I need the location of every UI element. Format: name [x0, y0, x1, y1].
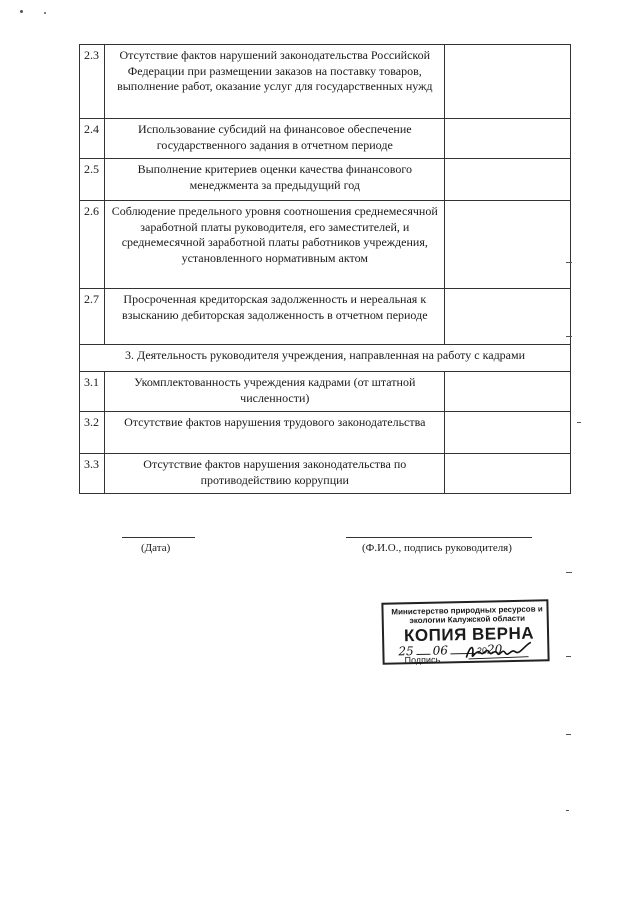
signature-line [346, 537, 532, 538]
row-number: 3.1 [80, 372, 105, 412]
score-cell [445, 159, 571, 201]
table-row [80, 412, 571, 454]
row-number: 3.3 [80, 454, 105, 494]
row-number: 2.4 [80, 119, 105, 159]
criterion-text: Отсутствие фактов нарушения трудового законодательства [105, 412, 445, 454]
certified-copy-stamp [381, 599, 549, 664]
score-cell [445, 119, 571, 159]
score-cell [445, 372, 571, 412]
score-cell [445, 454, 571, 494]
criterion-text: Использование субсидий на финансовое обеспечение государственного задания в отчетном периоде [105, 119, 445, 159]
table-row [80, 372, 571, 412]
score-cell [445, 289, 571, 345]
scan-speck [566, 810, 569, 811]
score-cell [445, 412, 571, 454]
criteria-table [79, 44, 571, 494]
score-cell [445, 201, 571, 289]
table-row [80, 454, 571, 494]
criterion-text: Выполнение критериев оценки качества финансового менеджмента за предыдущий год [105, 159, 445, 201]
scan-speck [566, 734, 571, 735]
row-number: 2.3 [80, 45, 105, 119]
table-row [80, 159, 571, 201]
scan-speck [566, 262, 572, 263]
stamp-year-suffix: 20 [486, 642, 503, 657]
table-row [80, 289, 571, 345]
scan-speck [566, 572, 572, 573]
stamp-signature-label: Подпись [404, 654, 441, 666]
stamp-month: 06 [432, 643, 449, 658]
stamp-day: 25 [398, 644, 414, 659]
stamp-title: КОПИЯ ВЕРНА [403, 623, 535, 646]
row-number: 2.7 [80, 289, 105, 345]
stamp-year-prefix: 20 [476, 645, 488, 656]
row-number: 2.5 [80, 159, 105, 201]
table-row [80, 201, 571, 289]
scan-speck [566, 656, 571, 657]
scan-speck [20, 10, 23, 13]
criterion-text: Укомплектованность учреждения кадрами (от штатной численности) [105, 372, 445, 412]
criterion-text: Отсутствие фактов нарушения законодательства по противодействию коррупции [105, 454, 445, 494]
row-number: 3.2 [80, 412, 105, 454]
table-row [80, 119, 571, 159]
scan-speck [566, 336, 572, 337]
scan-speck [44, 12, 46, 14]
scan-speck [577, 422, 581, 423]
criterion-text: Отсутствие фактов нарушений законодательства Российской Федерации при размещении заказов на поставку товаров, выполнение работ, оказание услуг для государственных нужд [105, 45, 445, 119]
criterion-text: Просроченная кредиторская задолженность и нереальная к взысканию дебиторская задолженность в отчетном периоде [105, 289, 445, 345]
section-row [80, 345, 571, 372]
score-cell [445, 45, 571, 119]
criterion-text: Соблюдение предельного уровня соотношения среднемесячной заработной платы руководителя, его заместителей, и среднемесячной заработной платы работников учреждения, установленного нормативным актом [105, 201, 445, 289]
section-heading: 3. Деятельность руководителя учреждения, направленная на работу с кадрами [80, 345, 571, 372]
table-row [80, 45, 571, 119]
row-number: 2.6 [80, 201, 105, 289]
date-label: (Дата) [141, 542, 171, 554]
handwritten-signature [464, 640, 534, 663]
stamp-organization: Министерство природных ресурсов и экологии Калужской области [391, 604, 543, 626]
date-line [122, 537, 195, 538]
signature-label: (Ф.И.О., подпись руководителя) [362, 542, 512, 554]
